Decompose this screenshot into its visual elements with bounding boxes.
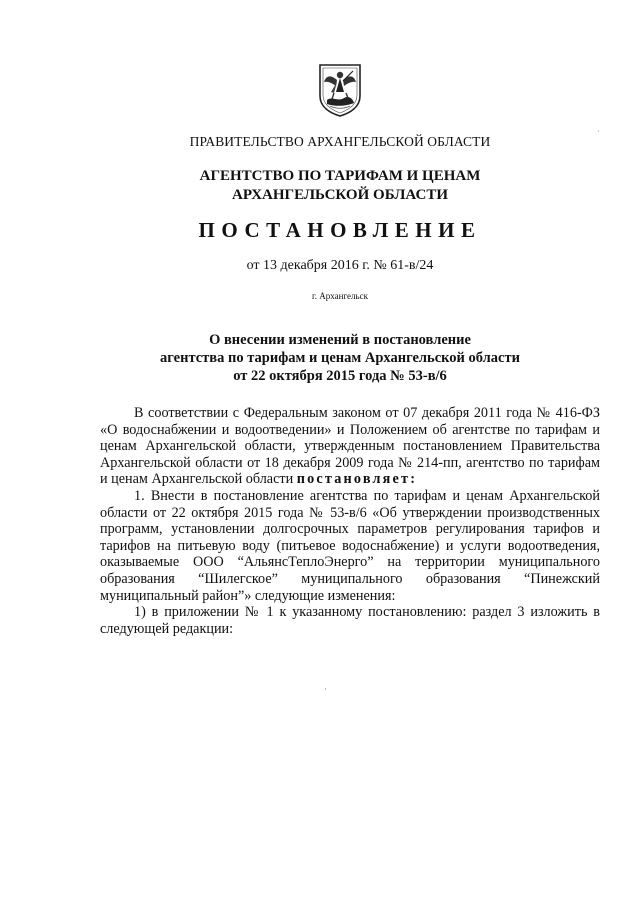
document-type: ПОСТАНОВЛЕНИЕ bbox=[198, 218, 482, 242]
document-city: г. Архангельск bbox=[312, 291, 368, 301]
body-paragraph-subitem-1: 1) в приложении № 1 к указанному постановлению: раздел 3 изложить в следующей редакции: bbox=[100, 604, 600, 637]
document-subject bbox=[0, 331, 640, 385]
agency-title-line2: АРХАНГЕЛЬСКОЙ ОБЛАСТИ bbox=[232, 187, 448, 203]
agency-title-line1: АГЕНТСТВО ПО ТАРИФАМ И ЦЕНАМ bbox=[199, 168, 481, 184]
agency-title bbox=[0, 167, 640, 205]
preamble-text: В соответствии с Федеральным законом от 07 декабря 2011 года № 416-ФЗ «О водоснабжении и водоотведении» и Положением об агентстве по тарифам и ценам Архангельской области, утвержденным постановлением Правительства Архангельской области от 18 декабря 2009 года № 214-пп, агентство по тарифам и ценам Архангельской области bbox=[100, 405, 600, 488]
subject-line1: О внесении изменений в постановление bbox=[209, 332, 471, 348]
scan-speck bbox=[325, 688, 326, 690]
resolves-emphasis: постановляет: bbox=[296, 471, 418, 488]
coat-of-arms-emblem bbox=[316, 62, 364, 118]
subject-line2: агентства по тарифам и ценам Архангельской области bbox=[160, 350, 520, 366]
body-paragraph-preamble bbox=[100, 405, 600, 488]
document-body bbox=[100, 405, 600, 637]
subject-line3: от 22 октября 2015 года № 53-в/6 bbox=[233, 368, 447, 384]
scan-speck bbox=[598, 130, 599, 132]
government-title: ПРАВИТЕЛЬСТВО АРХАНГЕЛЬСКОЙ ОБЛАСТИ bbox=[189, 134, 491, 149]
body-paragraph-item-1: 1. Внести в постановление агентства по тарифам и ценам Архангельской области от 22 октября 2015 года № 53-в/6 «Об утверждении производственных программ, установлении долгосрочных параметров регулирования тарифов и тарифов на питьевую воду (питьевое водоснабжение) и услуги водоотведения, оказываемые ООО “АльянсТеплоЭнерго” на территории муниципального образования “Шилегское” муниципального образования “Пинежский муниципальный район”» следующие изменения: bbox=[100, 487, 600, 604]
document-date-number: от 13 декабря 2016 г. № 61-в/24 bbox=[246, 258, 434, 273]
